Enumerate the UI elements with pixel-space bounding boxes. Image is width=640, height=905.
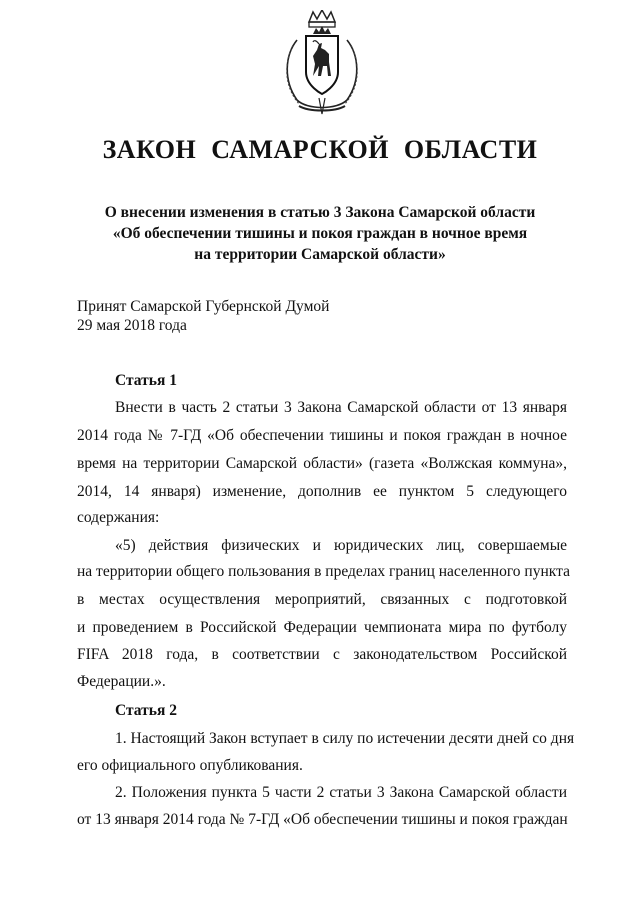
adoption-body: Принят Самарской Губернской Думой (77, 298, 330, 315)
law-title: ЗАКОН САМАРСКОЙ ОБЛАСТИ (102, 135, 538, 164)
article-2-p2-line: от 13 января 2014 года № 7-ГД «Об обеспечении тишины и покоя граждан (77, 811, 568, 828)
article-1-p2-line: на территории общего пользования в пределах границ населенного пункта (77, 563, 570, 580)
article-1-p2-line: в местах осуществления мероприятий, связанных с подготовкой (77, 591, 567, 608)
article-1-p1-line: Внести в часть 2 статьи 3 Закона Самарской области от 13 января (115, 399, 567, 416)
article-1-p2-line: и проведением в Российской Федерации чемпионата мира по футболу (77, 619, 567, 636)
article-2-p1-line: 1. Настоящий Закон вступает в силу по истечении десяти дней со дня (115, 730, 575, 747)
article-1-p1-line: 2014 года № 7-ГД «Об обеспечении тишины и покоя граждан в ночное (77, 427, 567, 444)
article-1-p2-line: FIFA 2018 года, в соответствии с законодательством Российской (77, 646, 567, 663)
article-1-p1-line: время на территории Самарской области» (газета «Волжская коммуна», (77, 455, 567, 472)
article-1-p1-line: содержания: (77, 509, 160, 526)
subtitle-line-3: на территории Самарской области» (194, 246, 446, 263)
article-2-p1-line: его официального опубликования. (77, 757, 303, 774)
article-2-heading: Статья 2 (115, 702, 177, 719)
subtitle-line-1: О внесении изменения в статью 3 Закона Самарской области (104, 204, 536, 221)
subtitle-line-2: «Об обеспечении тишины и покоя граждан в ночное время (112, 225, 528, 242)
article-1-p2-line: Федерации.». (77, 673, 166, 690)
article-1-heading: Статья 1 (115, 372, 177, 389)
samara-coat-of-arms-icon (279, 10, 365, 115)
adoption-date: 29 мая 2018 года (77, 317, 187, 334)
article-1-p2-line: «5) действия физических и юридических лиц, совершаемые (115, 537, 567, 554)
article-2-p2-line: 2. Положения пункта 5 части 2 статьи 3 Закона Самарской области (115, 784, 567, 801)
article-1-p1-line: 2014, 14 января) изменение, дополнив ее пунктом 5 следующего (77, 483, 567, 500)
